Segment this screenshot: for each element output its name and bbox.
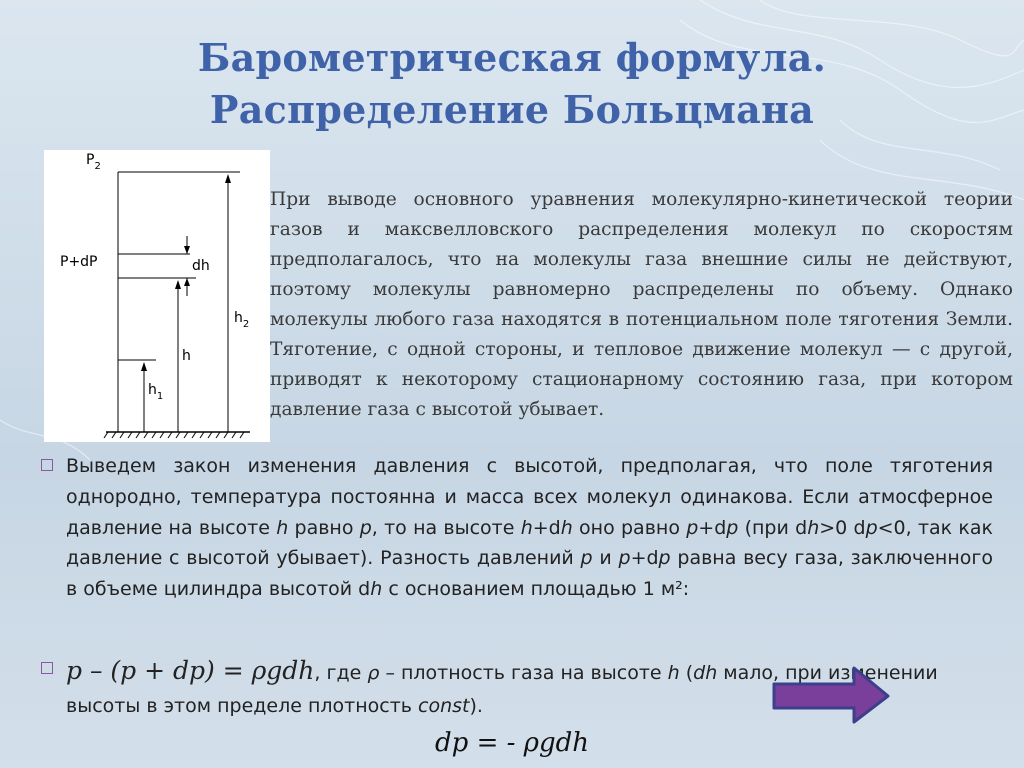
label-h2: $h_2$ [234, 310, 250, 330]
label-p-plus-dp: P+dP [60, 254, 98, 270]
label-h1: $h_1$ [148, 382, 164, 402]
barometric-differential-formula: dp = - ρgdh [435, 728, 589, 758]
slide-title [0, 32, 1024, 136]
bullet-marker-1 [41, 459, 53, 471]
derivation-paragraph: Выведем закон изменения давления с высотой, предполагая, что поле тяготения однородно, температура постоянна и масса всех молекул одинакова. Если атмосферное давление на высоте h равно p, то на высоте h+dh оно равно p+dp (при dh>0 dp<0, так как давление с высотой убывает). Разность давлений p и p+dp равна весу газа, заключенного в объеме цилиндра высотой dh с основанием площадью 1 м²: [66, 455, 994, 601]
pressure-difference-equation: p – (p + dp) = ρgdh [66, 656, 315, 685]
pressure-height-diagram [44, 150, 270, 442]
intro-paragraph: При выводе основного уравнения молекулярно-кинетической теории газов и максвелловского распределения молекул по скоростям предполагалось, что на молекулы газа внешние силы не действуют, поэтому молекулы равномерно распределены по объему. Однако молекулы любого газа находятся в потенциальном поле тяготения Земли. Тяготение, с одной стороны, и тепловое движение молекул — с другой, приводят к некоторому стационарному состоянию газа, при котором давление газа с высотой убывает. [270, 189, 1013, 420]
next-slide-arrow-icon[interactable] [772, 666, 892, 726]
title-line-2: Распределение Больцмана [209, 87, 815, 132]
equation-paragraph: p – (p + dp) = ρgdh, где ρ – плотность газа на высоте h (dh мало, при изменении высоты в этом пределе плотность const). [66, 656, 938, 717]
label-dh: dh [192, 258, 210, 274]
title-line-1: Барометрическая формула. [197, 35, 827, 80]
label-p2: $P_2$ [86, 152, 101, 172]
diagram-svg [44, 150, 270, 442]
label-h: h [182, 348, 191, 364]
bullet-marker-2 [41, 662, 53, 674]
